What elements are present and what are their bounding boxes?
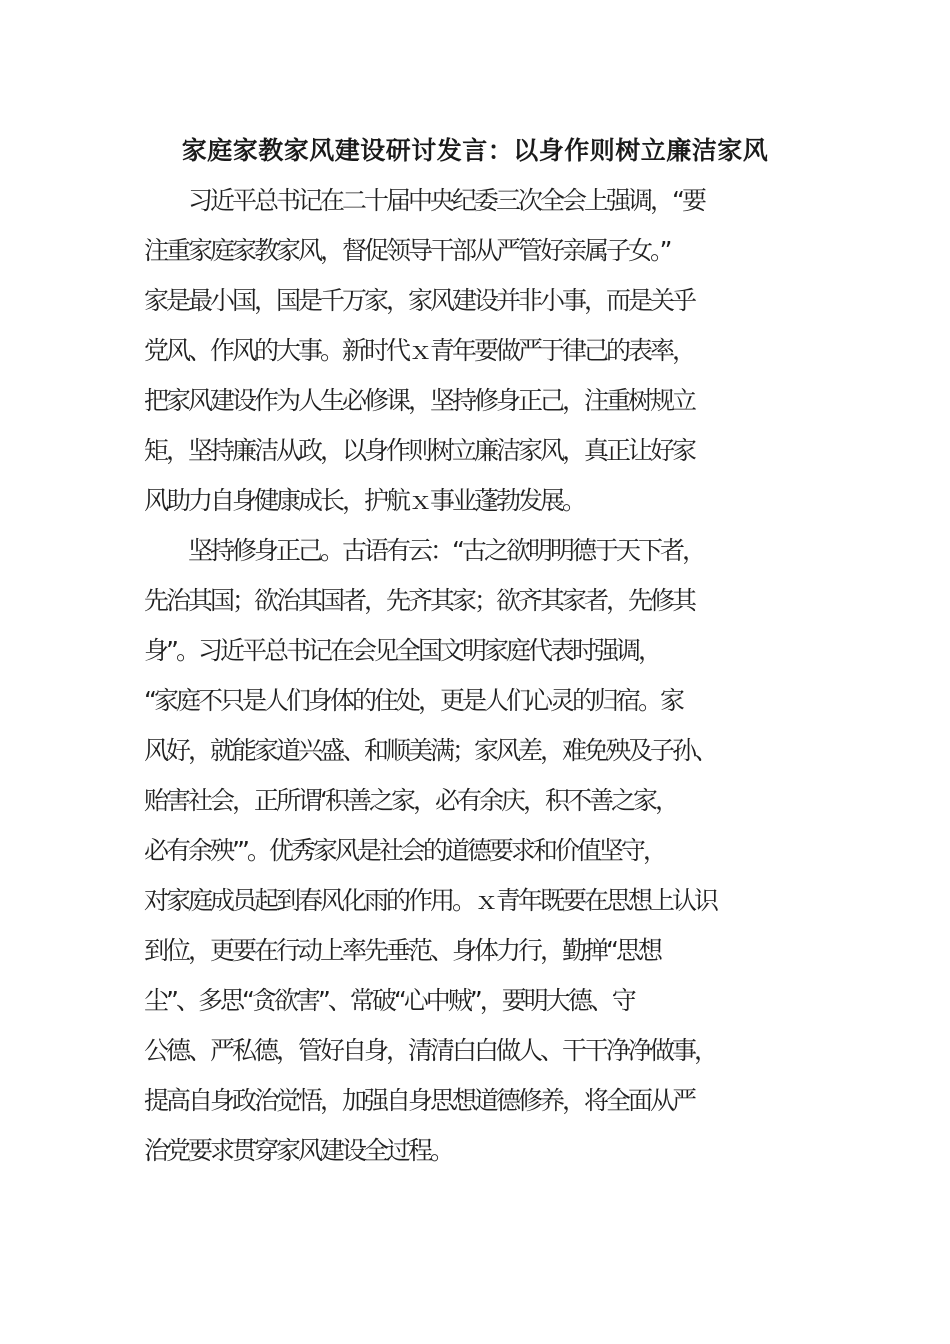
paragraph-line: 到位，更要在行动上率先垂范、身体力行，勤掸“思想 bbox=[144, 936, 660, 965]
paragraph-line: 把家风建设作为人生必修课，坚持修身正己，注重树规立 bbox=[144, 386, 695, 415]
paragraph-line: 必有余殃’”。优秀家风是社会的道德要求和价值坚守， bbox=[144, 836, 665, 865]
paragraph-line: 尘”、多思“贪欲害”、常破“心中贼”，要明大德、守 bbox=[144, 986, 634, 1015]
paragraph-line: 家是最小国，国是千万家，家风建设并非小事，而是关乎 bbox=[144, 286, 695, 315]
paragraph-line: “家庭不只是人们身体的住处，更是人们心灵的归宿。家 bbox=[144, 686, 682, 715]
paragraph-line: 风助力自身健康成长，护航ｘ事业蓬勃发展。 bbox=[144, 486, 585, 515]
paragraph-line: 先治其国；欲治其国者，先齐其家；欲齐其家者，先修其 bbox=[144, 586, 695, 615]
paragraph-line: 公德、严私德，管好自身，清清白白做人、干干净净做事， bbox=[144, 1036, 717, 1065]
paragraph-line: 党风、作风的大事。新时代ｘ青年要做严于律己的表率， bbox=[144, 336, 695, 365]
document-title: 家庭家教家风建设研讨发言：以身作则树立廉洁家风 bbox=[181, 136, 769, 165]
paragraph-line: 提高自身政治觉悟，加强自身思想道德修养，将全面从严 bbox=[144, 1086, 695, 1115]
paragraph-line: 治党要求贯穿家风建设全过程。 bbox=[144, 1136, 453, 1165]
paragraph-line: 注重家庭家教家风，督促领导干部从严管好亲属子女。” bbox=[144, 236, 670, 265]
paragraph-line: 身”。习近平总书记在会见全国文明家庭代表时强调， bbox=[144, 636, 660, 665]
paragraph-line: 习近平总书记在二十届中央纪委三次全会上强调，“要 bbox=[188, 186, 704, 215]
paragraph-line: 矩，坚持廉洁从政，以身作则树立廉洁家风，真正让好家 bbox=[144, 436, 695, 465]
paragraph-line: 坚持修身正己。古语有云：“古之欲明明德于天下者， bbox=[188, 536, 704, 565]
paragraph-line: 对家庭成员起到春风化雨的作用。ｘ青年既要在思想上认识 bbox=[144, 886, 717, 915]
paragraph-line: 贻害社会，正所谓‘积善之家，必有余庆，积不善之家， bbox=[144, 786, 677, 815]
paragraph-line: 风好，就能家道兴盛、和顺美满；家风差，难免殃及子孙、 bbox=[144, 736, 717, 765]
